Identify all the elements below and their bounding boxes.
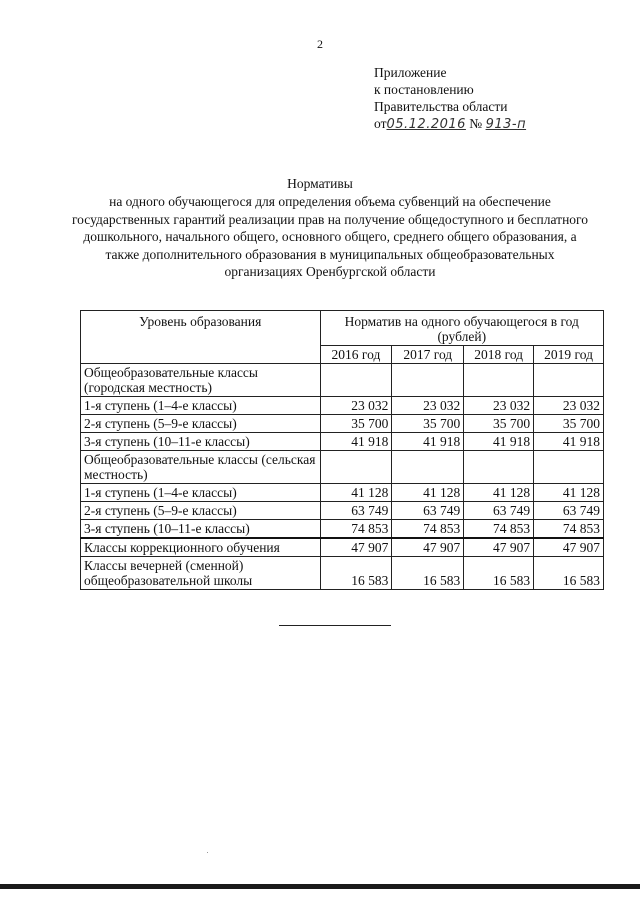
table-row xyxy=(81,557,604,590)
page-number: 2 xyxy=(317,37,323,51)
cell-value xyxy=(464,364,534,397)
cell-value: 35 700 xyxy=(464,415,534,433)
cell-value: 47 907 xyxy=(464,538,534,557)
table-row xyxy=(81,484,604,502)
row-label: Классы коррекционного обучения xyxy=(81,538,321,557)
cell-value: 23 032 xyxy=(392,397,464,415)
row-label: 1-я ступень (1–4-е классы) xyxy=(81,484,321,502)
header-year: 2019 год xyxy=(534,346,604,364)
cell-value: 35 700 xyxy=(534,415,604,433)
cell-value xyxy=(534,364,604,397)
cell-value: 47 907 xyxy=(392,538,464,557)
header-norm: Норматив на одного обучающегося в год (рублей) xyxy=(320,311,604,346)
row-label: 2-я ступень (5–9-е классы) xyxy=(81,502,321,520)
handwritten-date: 05.12.2016 xyxy=(386,117,466,132)
row-label: Общеобразовательные классы (городская местность) xyxy=(81,364,321,397)
table-row xyxy=(81,451,604,484)
cell-value: 16 583 xyxy=(392,557,464,590)
table-row xyxy=(81,364,604,397)
row-label: 3-я ступень (10–11-е классы) xyxy=(81,433,321,451)
cell-value xyxy=(320,364,392,397)
header-year: 2016 год xyxy=(320,346,392,364)
document-subtitle: на одного обучающегося для определения объема субвенций на обеспечение государственных гарантий реализации прав на получение общедоступного и бесплатного дошкольного, начального общего, основного общего, среднего общего образования, а также дополнительного образования в муниципальных общеобразовательных организациях Оренбургской области xyxy=(71,194,588,279)
appendix-line-2: к постановлению xyxy=(374,82,474,97)
cell-value: 47 907 xyxy=(320,538,392,557)
cell-value: 41 128 xyxy=(534,484,604,502)
header-year: 2018 год xyxy=(464,346,534,364)
cell-value: 74 853 xyxy=(464,520,534,539)
cell-value: 23 032 xyxy=(320,397,392,415)
handwritten-number: 913-п xyxy=(485,117,527,132)
cell-value xyxy=(392,451,464,484)
appendix-block xyxy=(374,64,526,133)
table-row xyxy=(81,502,604,520)
table-row xyxy=(81,520,604,539)
cell-value: 41 128 xyxy=(320,484,392,502)
number-prefix: № xyxy=(469,116,483,131)
cell-value: 35 700 xyxy=(392,415,464,433)
scan-speck xyxy=(207,852,208,853)
row-label: 2-я ступень (5–9-е классы) xyxy=(81,415,321,433)
separator-line xyxy=(279,625,391,626)
date-prefix: от xyxy=(374,116,387,131)
appendix-date-line xyxy=(374,115,526,133)
cell-value: 35 700 xyxy=(320,415,392,433)
cell-value: 74 853 xyxy=(534,520,604,539)
cell-value: 16 583 xyxy=(464,557,534,590)
cell-value: 74 853 xyxy=(320,520,392,539)
cell-value: 41 918 xyxy=(534,433,604,451)
appendix-line-3: Правительства области xyxy=(374,99,508,114)
norms-table xyxy=(80,310,604,590)
table-row xyxy=(81,397,604,415)
cell-value: 41 918 xyxy=(464,433,534,451)
document-title: Нормативы xyxy=(287,176,353,191)
scan-border-bar xyxy=(0,884,640,889)
cell-value: 63 749 xyxy=(534,502,604,520)
table-row xyxy=(81,433,604,451)
row-label: 3-я ступень (10–11-е классы) xyxy=(81,520,321,539)
cell-value: 23 032 xyxy=(464,397,534,415)
cell-value: 63 749 xyxy=(320,502,392,520)
row-label: 1-я ступень (1–4-е классы) xyxy=(81,397,321,415)
cell-value xyxy=(464,451,534,484)
cell-value: 47 907 xyxy=(534,538,604,557)
cell-value: 41 918 xyxy=(320,433,392,451)
header-year: 2017 год xyxy=(392,346,464,364)
cell-value: 16 583 xyxy=(534,557,604,590)
row-label: Классы вечерней (сменной) общеобразовательной школы xyxy=(81,557,321,590)
header-level: Уровень образования xyxy=(81,311,321,364)
table-row xyxy=(81,415,604,433)
appendix-line-1: Приложение xyxy=(374,65,447,80)
row-label: Общеобразовательные классы (сельская местность) xyxy=(81,451,321,484)
cell-value: 63 749 xyxy=(392,502,464,520)
cell-value: 74 853 xyxy=(392,520,464,539)
table-row xyxy=(81,538,604,557)
cell-value: 41 918 xyxy=(392,433,464,451)
cell-value xyxy=(534,451,604,484)
cell-value xyxy=(392,364,464,397)
cell-value: 23 032 xyxy=(534,397,604,415)
cell-value: 41 128 xyxy=(392,484,464,502)
cell-value: 63 749 xyxy=(464,502,534,520)
cell-value: 16 583 xyxy=(320,557,392,590)
cell-value: 41 128 xyxy=(464,484,534,502)
cell-value xyxy=(320,451,392,484)
